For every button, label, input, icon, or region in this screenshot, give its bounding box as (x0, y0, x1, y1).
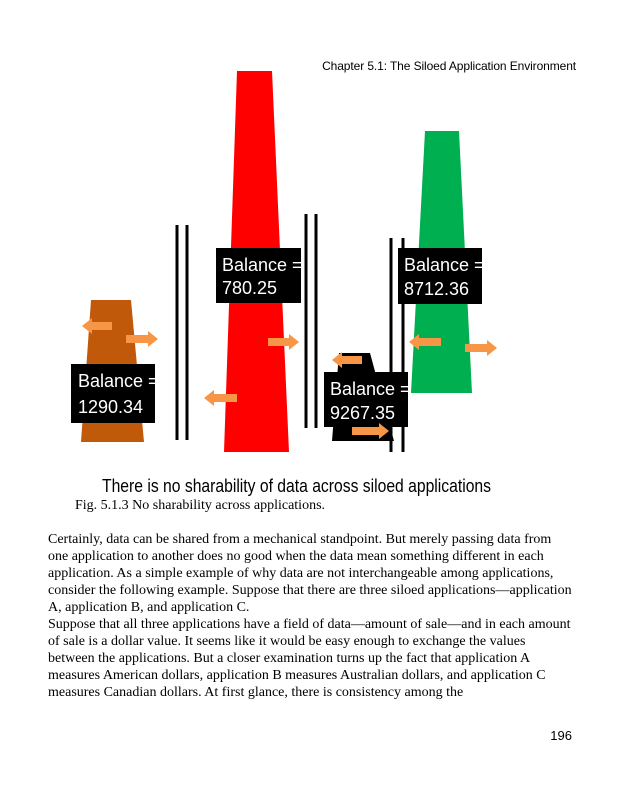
balance-label-green (398, 248, 485, 304)
balance-value: 9267.35 (330, 403, 396, 423)
balance-label-line1: Balance = (78, 371, 159, 391)
body-paragraph: Suppose that all three applications have a field of data—amount of sale—and in each amount of sale is a dollar value. It seems like it would be easy enough to exchange the values between the applications. But a closer examination turns up the fact that application A measures American dollars, application B measures Australian dollars, and application C measures Canadian dollars. At first glance, there is consistency among the (48, 617, 571, 700)
body-paragraph: Certainly, data can be shared from a mechanical standpoint. But merely passing data from one application to another does no good when the data mean something different in each application. As a simple example of why data are not interchangeable among applications, consider the following example. Suppose that there are three siloed applications—application A, application B, and application C. (48, 532, 572, 615)
balance-label-line1: Balance = (222, 255, 303, 275)
balance-label-red (216, 248, 303, 303)
balance-value: 8712.36 (404, 279, 470, 299)
figure-caption: Fig. 5.1.3 No sharability across applications. (75, 498, 326, 513)
balance-value: 780.25 (222, 278, 278, 298)
balance-label-line1: Balance = (330, 379, 411, 399)
balance-label-line1: Balance = (404, 255, 485, 275)
page-number: 196 (550, 728, 572, 743)
balance-label-orange (71, 364, 159, 423)
balance-label-black (324, 372, 411, 427)
balance-value: 1290.34 (78, 397, 144, 417)
figure-title: There is no sharability of data across siloed applications (102, 475, 491, 496)
chapter-header: Chapter 5.1: The Siloed Application Environment (322, 59, 576, 73)
